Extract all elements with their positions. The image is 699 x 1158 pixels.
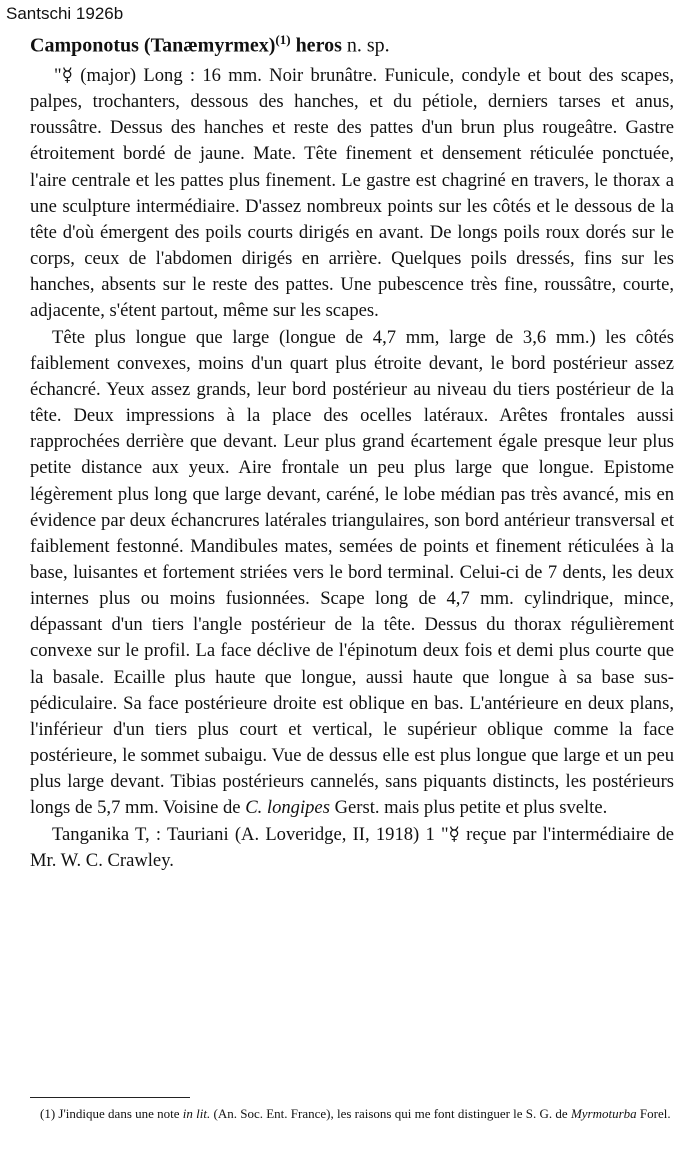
comparison-text: Gerst. mais plus petite et plus svelte. [334, 797, 608, 819]
species-title [30, 32, 390, 58]
species-name: heros [295, 34, 342, 57]
morphology-text: Tête plus longue que large (longue de 4,7 mm, large de 3,6 mm.) les côtés faiblement convexes, moins d'un quart plus étroite devant, le bord postérieur assez échancré. Yeux assez grands, leur bord postérieur au niveau du tiers postérieur de la tête. Deux impressions à la place des ocelles latéraux. Arêtes frontales aussi rapprochées derrière que devant. Leur plus grand écartement égale presque leur plus petite distance aux yeux. Aire frontale un peu plus large que longue. Epistome légèrement plus long que large devant, caréné, le lobe médian pas très avancé, mis en évidence par deux échancrures latérales triangulaires, son bord antérieur transversal et faiblement festonné. Mandibules mates, semées de points et finement réticulées à la base, luisantes et fortement striées vers le bord terminal. Celui-ci de 7 dents, les deux internes plus ou moins fusionnées. Scape long de 4,7 mm. cylindrique, mince, dépassant d'un tiers l'angle postérieur de la tête. Dessus du thorax régulièrement convexe sur le profil. La face déclive de l'épinotum deux fois et demi plus courte que la basale. Ecaille plus haute que longue, aussi haute que longue à sa base sus-pédiculaire. Sa face postérieure droite est oblique en bas. L'antérieure en deux plans, l'inférieur d'un tiers plus court et vertical, le supérieur oblique comme la face postérieure, le sommet subaigu. Vue de dessus elle est plus longue que large et un peu plus large devant. Tibias postérieurs cannelés, sans piquants distincts, les postérieurs longs de 5,7 mm. Voisine de [30, 326, 674, 819]
footnote-reference: (1) [275, 32, 291, 47]
footnote [30, 1104, 674, 1123]
footnote-italic-inlit: in lit. [182, 1106, 211, 1121]
paragraph-diagnosis: "☿ (major) Long : 16 mm. Noir brunâtre. Funicule, condyle et bout des scapes, palpes, trochanters, dessous des hanches, et du pétiole, derniers tarses et anus, roussâtre. Dessus des hanches et reste des pattes d'un brun plus rougeâtre. Gastre étroitement bordé de jaune. Mate. Tête finement et densement réticulée ponctuée, l'aire centrale et les pattes plus finement. Le gastre est chagriné en travers, le thorax a une sculpture intermédiaire. D'assez nombreux points sur les côtés et le dessous de la tête d'où émergent des poils courts dirigés en avant. De longs poils roux dorés sur le corps, ceux de l'abdomen dirigés en arrière. Quelques poils dressés, fins sur les hanches, absents sur le reste des pattes. Une pubescence très fine, roussâtre, courte, adjacente, s'étent partout, même sur les scapes. [30, 65, 674, 322]
subgenus-name: (Tanæmyrmex) [143, 34, 276, 57]
footnote-end: Forel. [639, 1106, 671, 1121]
paragraph-morphology [30, 325, 674, 822]
footnote-italic-genus: Myrmoturba [570, 1106, 637, 1121]
taxon-status: n. sp. [346, 34, 390, 57]
comparison-species: C. longipes [245, 797, 330, 819]
footnote-middle: (An. Soc. Ent. France), les raisons qui me font distinguer le S. G. de [213, 1106, 568, 1121]
genus-name: Camponotus [30, 34, 139, 57]
footnote-divider [30, 1097, 190, 1098]
footnote-lead: (1) J'indique dans une note [40, 1106, 180, 1121]
paragraph-locality: Tanganika T, : Tauriani (A. Loveridge, II, 1918) 1 "☿ reçue par l'intermédiaire de Mr. W. C. Crawley. [30, 823, 674, 871]
description-body [30, 63, 674, 874]
source-label: Santschi 1926b [6, 4, 124, 23]
